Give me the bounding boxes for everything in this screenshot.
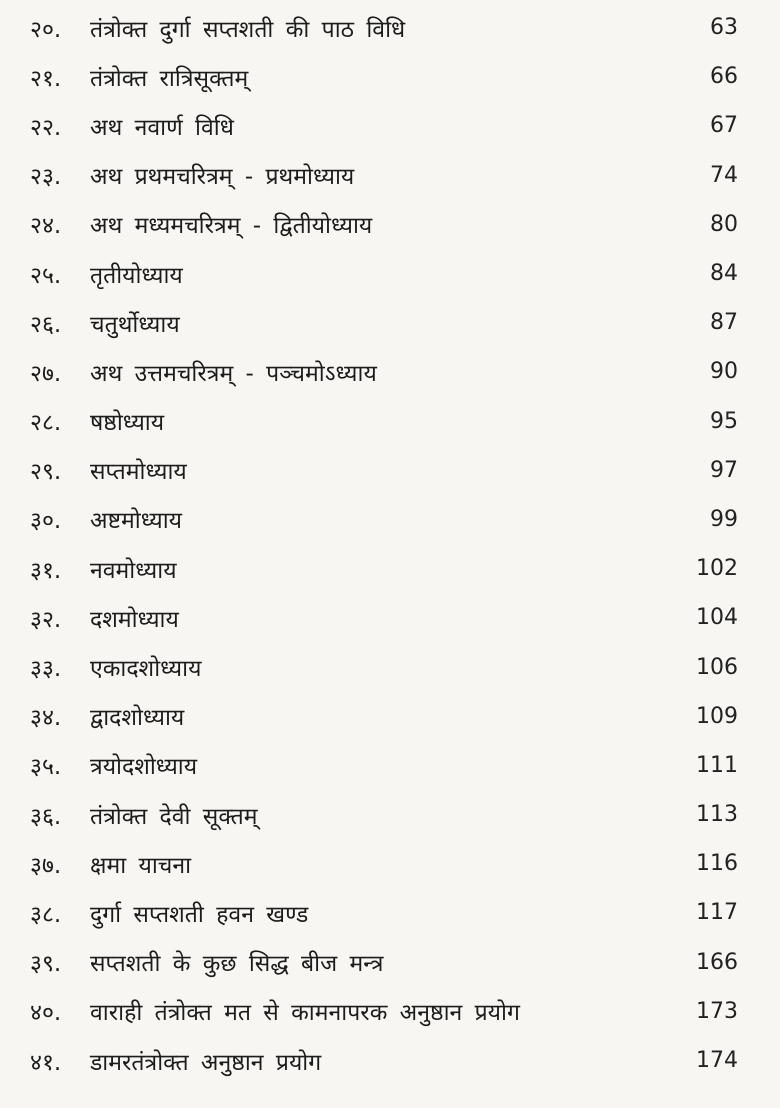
toc-entry-number: २३. xyxy=(30,164,62,191)
toc-entry-text xyxy=(30,101,660,150)
toc-entry-title: तंत्रोक्त दुर्गा सप्तशती की पाठ विधि xyxy=(90,16,406,43)
toc-entry-row xyxy=(0,151,780,200)
toc-entry-text xyxy=(30,52,660,101)
toc-entry-number: ३६. xyxy=(30,803,62,830)
toc-entry-page-number: 80 xyxy=(710,211,738,237)
toc-entry-title: तंत्रोक्त देवी सूक्तम् xyxy=(90,803,258,830)
toc-entry-title: एकादशोध्याय xyxy=(90,656,202,683)
toc-entry-row xyxy=(0,397,780,446)
toc-entry-title: तंत्रोक्त रात्रिसूक्तम् xyxy=(90,65,249,92)
toc-entry-text xyxy=(30,495,660,544)
toc-entry-title: द्वादशोध्याय xyxy=(90,705,185,732)
toc-entry-page-number: 111 xyxy=(696,752,738,778)
toc-entry-title: त्रयोदशोध्याय xyxy=(90,754,198,781)
toc-entry-row xyxy=(0,888,780,937)
toc-entry-page-number: 90 xyxy=(710,359,738,385)
toc-entry-page-number: 113 xyxy=(696,802,738,828)
toc-entry-row xyxy=(0,101,780,150)
toc-entry-text xyxy=(30,642,660,691)
toc-entry-title: अथ मध्यमचरित्रम् - द्वितीयोध्याय xyxy=(90,213,373,240)
toc-entry-page-number: 67 xyxy=(710,113,738,139)
toc-entry-number: २४. xyxy=(30,213,62,240)
toc-entry-page-number: 84 xyxy=(710,261,738,287)
toc-entry-row xyxy=(0,52,780,101)
toc-entry-text xyxy=(30,1036,660,1085)
toc-entry-row xyxy=(0,790,780,839)
toc-entry-row xyxy=(0,3,780,52)
toc-entry-row xyxy=(0,544,780,593)
toc-entry-page-number: 87 xyxy=(710,310,738,336)
toc-entry-row xyxy=(0,839,780,888)
toc-entry-number: ३५. xyxy=(30,754,62,781)
toc-entry-number: २२. xyxy=(30,114,62,141)
toc-entry-text xyxy=(30,298,660,347)
toc-entry-number: ३४. xyxy=(30,705,62,732)
toc-entry-page-number: 174 xyxy=(696,1048,738,1074)
toc-entry-page-number: 166 xyxy=(696,949,738,975)
toc-entry-title: नवमोध्याय xyxy=(90,557,177,584)
toc-entry-text xyxy=(30,987,660,1036)
toc-entry-title: अथ नवार्ण विधि xyxy=(90,114,234,141)
toc-entry-page-number: 63 xyxy=(710,15,738,41)
toc-entry-title: सप्तशती के कुछ सिद्ध बीज मन्त्र xyxy=(90,951,384,978)
toc-entry-text xyxy=(30,692,660,741)
toc-entry-row xyxy=(0,347,780,396)
toc-entry-text xyxy=(30,544,660,593)
toc-entry-text xyxy=(30,741,660,790)
toc-entry-number: २५. xyxy=(30,262,62,289)
toc-entry-title: डामरतंत्रोक्त अनुष्ठान प्रयोग xyxy=(90,1049,322,1076)
toc-entry-row xyxy=(0,642,780,691)
toc-entry-title: सप्तमोध्याय xyxy=(90,459,187,486)
toc-entry-row xyxy=(0,593,780,642)
toc-entry-page-number: 116 xyxy=(696,851,738,877)
toc-entry-number: २८. xyxy=(30,410,62,437)
toc-entry-row xyxy=(0,249,780,298)
toc-entry-page-number: 106 xyxy=(696,654,738,680)
toc-entry-page-number: 104 xyxy=(696,605,738,631)
toc-entry-row xyxy=(0,741,780,790)
toc-entry-row xyxy=(0,200,780,249)
toc-entry-title: तृतीयोध्याय xyxy=(90,262,183,289)
toc-entry-title: दुर्गा सप्तशती हवन खण्ड xyxy=(90,901,309,928)
toc-entry-page-number: 66 xyxy=(710,64,738,90)
toc-entry-page-number: 102 xyxy=(696,556,738,582)
toc-entry-text xyxy=(30,347,660,396)
toc-entry-number: ३१. xyxy=(30,557,62,584)
toc-entry-number: ३०. xyxy=(30,508,62,535)
toc-entry-text xyxy=(30,151,660,200)
toc-entry-number: २९. xyxy=(30,459,62,486)
toc-entry-page-number: 95 xyxy=(710,408,738,434)
toc-entry-text xyxy=(30,397,660,446)
toc-entry-number: ४१. xyxy=(30,1049,62,1076)
toc-entry-title: दशमोध्याय xyxy=(90,606,179,633)
toc-entry-text xyxy=(30,446,660,495)
toc-entry-title: अष्टमोध्याय xyxy=(90,508,182,535)
toc-entry-text xyxy=(30,200,660,249)
toc-entry-text xyxy=(30,790,660,839)
toc-entry-page-number: 109 xyxy=(696,703,738,729)
toc-entry-number: ४०. xyxy=(30,1000,62,1027)
toc-entry-text xyxy=(30,249,660,298)
toc-entry-number: २६. xyxy=(30,311,62,338)
toc-entry-number: २१. xyxy=(30,65,62,92)
toc-entry-row xyxy=(0,938,780,987)
toc-entry-page-number: 99 xyxy=(710,506,738,532)
toc-entry-text xyxy=(30,593,660,642)
toc-entry-number: ३८. xyxy=(30,901,62,928)
table-of-contents xyxy=(0,3,780,1085)
toc-entry-text xyxy=(30,839,660,888)
toc-entry-page-number: 117 xyxy=(696,900,738,926)
toc-entry-row xyxy=(0,446,780,495)
toc-entry-page-number: 173 xyxy=(696,998,738,1024)
toc-entry-number: ३७. xyxy=(30,852,62,879)
toc-entry-number: ३९. xyxy=(30,951,62,978)
toc-entry-text xyxy=(30,888,660,937)
toc-entry-title: अथ उत्तमचरित्रम् - पञ्चमोऽध्याय xyxy=(90,360,377,387)
toc-entry-title: वाराही तंत्रोक्त मत से कामनापरक अनुष्ठान प्रयोग xyxy=(90,1000,520,1027)
toc-entry-text xyxy=(30,3,660,52)
toc-entry-number: ३३. xyxy=(30,656,62,683)
toc-entry-row xyxy=(0,495,780,544)
toc-entry-title: क्षमा याचना xyxy=(90,852,192,879)
toc-entry-number: ३२. xyxy=(30,606,62,633)
toc-entry-number: २०. xyxy=(30,16,62,43)
toc-entry-title: अथ प्रथमचरित्रम् - प्रथमोध्याय xyxy=(90,164,355,191)
toc-entry-title: चतुर्थोध्याय xyxy=(90,311,180,338)
toc-entry-row xyxy=(0,692,780,741)
toc-entry-page-number: 97 xyxy=(710,457,738,483)
toc-entry-number: २७. xyxy=(30,360,62,387)
toc-entry-page-number: 74 xyxy=(710,162,738,188)
toc-entry-text xyxy=(30,938,660,987)
toc-entry-title: षष्ठोध्याय xyxy=(90,410,165,437)
toc-entry-row xyxy=(0,1036,780,1085)
toc-entry-row xyxy=(0,987,780,1036)
toc-entry-row xyxy=(0,298,780,347)
